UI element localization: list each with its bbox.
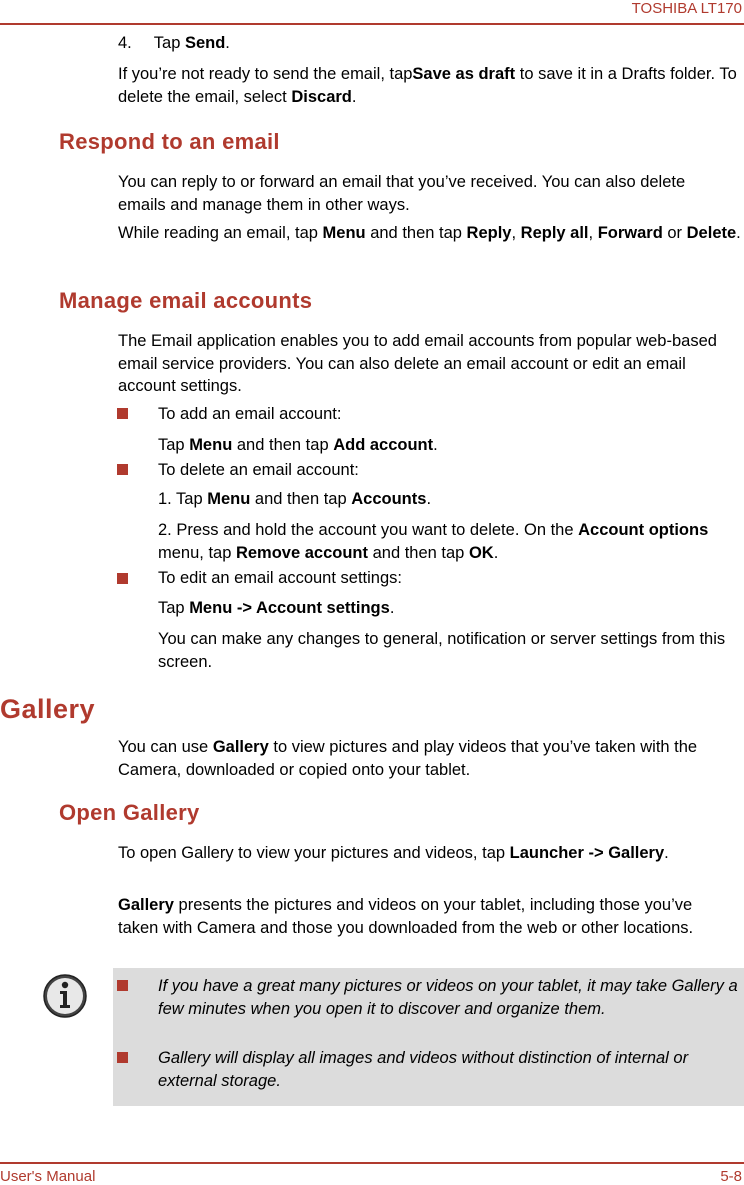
bullet-marker	[117, 980, 128, 991]
gallery-description: Gallery presents the pictures and videos on your tablet, including those you’ve taken with Camera and those you downloaded from the web or other locations.	[118, 896, 694, 937]
gallery-heading: Gallery	[0, 694, 96, 724]
manage-heading: Manage email accounts	[59, 288, 313, 313]
bullet-marker	[117, 1052, 128, 1063]
edit-account-label: To edit an email account settings:	[158, 569, 402, 587]
delete-account-step-1: 1. Tap Menu and then tap Accounts.	[158, 490, 432, 508]
bullet-marker	[117, 464, 128, 475]
note-item-2: Gallery will display all images and videos without distinction of internal or external storage.	[158, 1049, 689, 1090]
info-icon	[42, 973, 88, 1019]
delete-account-label: To delete an email account:	[158, 461, 359, 479]
footer-rule	[0, 1162, 744, 1164]
bullet-marker	[117, 573, 128, 584]
open-gallery-step: To open Gallery to view your pictures and videos, tap Launcher -> Gallery.	[118, 844, 669, 862]
header-product: TOSHIBA LT170	[631, 0, 742, 17]
add-account-label: To add an email account:	[158, 405, 342, 423]
bullet-marker	[117, 408, 128, 419]
edit-account-note: You can make any changes to general, notification or server settings from this screen.	[158, 630, 726, 671]
add-account-step: Tap Menu and then tap Add account.	[158, 436, 438, 454]
respond-intro: You can reply to or forward an email that you’ve received. You can also delete emails and manage them in other ways.	[118, 173, 686, 214]
header-rule	[0, 23, 744, 25]
gallery-intro: You can use Gallery to view pictures and play videos that you’ve taken with the Camera, downloaded or copied onto your tablet.	[118, 738, 698, 779]
draft-paragraph: If you’re not ready to send the email, tapSave as draft to save it in a Drafts folder. To delete the email, select Discard.	[118, 65, 737, 106]
open-gallery-heading: Open Gallery	[59, 800, 200, 825]
footer-page-number: 5-8	[720, 1168, 742, 1185]
note-item-1: If you have a great many pictures or videos on your tablet, it may take Gallery a few minutes when you open it to discover and organize them.	[158, 977, 738, 1018]
footer-manual-title: User's Manual	[0, 1168, 96, 1185]
respond-instructions: While reading an email, tap Menu and then tap Reply, Reply all, Forward or Delete.	[118, 224, 741, 242]
respond-heading: Respond to an email	[59, 129, 280, 154]
delete-account-step-2: 2. Press and hold the account you want to delete. On the Account options menu, tap Remove account and then tap OK.	[158, 521, 709, 562]
edit-account-step: Tap Menu -> Account settings.	[158, 599, 395, 617]
step-4: 4. Tap Send.	[118, 34, 230, 52]
manage-intro: The Email application enables you to add email accounts from popular web-based email service providers. You can also delete an email account or edit an email account settings.	[118, 332, 717, 396]
